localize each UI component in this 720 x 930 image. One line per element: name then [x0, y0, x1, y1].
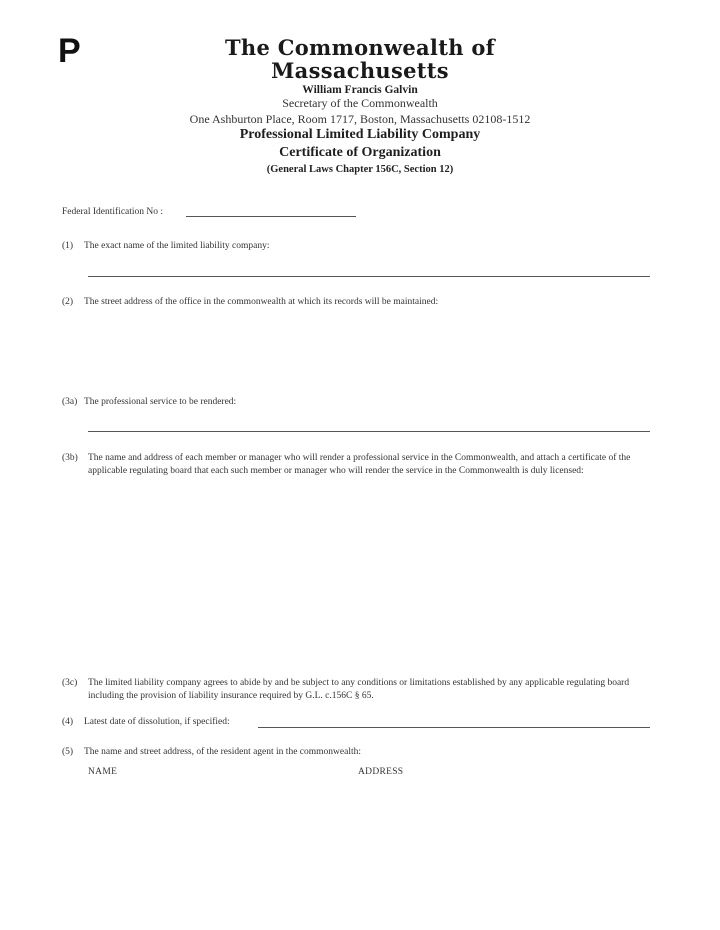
members-managers-field[interactable]	[88, 500, 650, 668]
document-title-block	[140, 126, 580, 175]
item-1	[62, 240, 269, 253]
form-letter: P	[58, 32, 81, 70]
agent-name-column-label: NAME	[88, 767, 118, 777]
document-title-line1: Professional Limited Liability Company	[239, 127, 481, 142]
item-3a	[62, 396, 236, 409]
company-name-field[interactable]	[88, 276, 650, 277]
item-1-text: The exact name of the limited liability company:	[84, 241, 270, 251]
state-title: The Commonwealth of Massachusetts	[224, 35, 496, 84]
item-5-text: The name and street address, of the resident agent in the commonwealth:	[84, 747, 361, 757]
agent-name-field[interactable]	[88, 782, 348, 842]
agent-address-field[interactable]	[358, 782, 650, 842]
item-5	[62, 746, 361, 759]
secretary-name: William Francis Galvin	[302, 84, 418, 97]
document-citation: (General Laws Chapter 156C, Section 12)	[266, 164, 454, 175]
item-4-text: Latest date of dissolution, if specified:	[84, 717, 230, 727]
federal-id-label: Federal Identification No :	[62, 207, 164, 217]
federal-id-field[interactable]	[186, 216, 356, 217]
item-2-number: (2)	[62, 297, 74, 307]
item-3b-text: The name and address of each member or manager who will render a professional service in the Commonwealth, and attach a certificate of the applicable regulating board that each such member or manager who will render the service in the Commonwealth is duly licensed:	[88, 453, 631, 477]
letterhead	[140, 36, 580, 127]
records-address-field[interactable]	[88, 312, 650, 392]
document-title-line2: Certificate of Organization	[279, 144, 441, 160]
item-1-number: (1)	[62, 241, 74, 251]
item-2-text: The street address of the office in the commonwealth at which its records will be maintained:	[84, 297, 439, 307]
professional-service-field[interactable]	[88, 431, 650, 432]
item-3c-text: The limited liability company agrees to abide by and be subject to any conditions or limitations established by any applicable regulating board including the provision of liability insurance required by G.L. c.156C § 65.	[88, 678, 630, 702]
dissolution-date-field[interactable]	[258, 727, 650, 728]
item-3a-number: (3a)	[62, 397, 78, 407]
item-3b	[62, 452, 652, 479]
item-5-number: (5)	[62, 747, 74, 757]
agent-address-column-label: ADDRESS	[358, 767, 404, 777]
office-address: One Ashburton Place, Room 1717, Boston, Massachusetts 02108-1512	[189, 112, 531, 127]
item-4	[62, 716, 230, 729]
item-2	[62, 296, 438, 309]
item-3a-text: The professional service to be rendered:	[84, 397, 237, 407]
item-4-number: (4)	[62, 717, 74, 727]
item-3c-number: (3c)	[62, 678, 78, 688]
item-3b-number: (3b)	[62, 453, 78, 463]
item-3c	[62, 677, 652, 704]
secretary-title: Secretary of the Commonwealth	[282, 96, 438, 111]
